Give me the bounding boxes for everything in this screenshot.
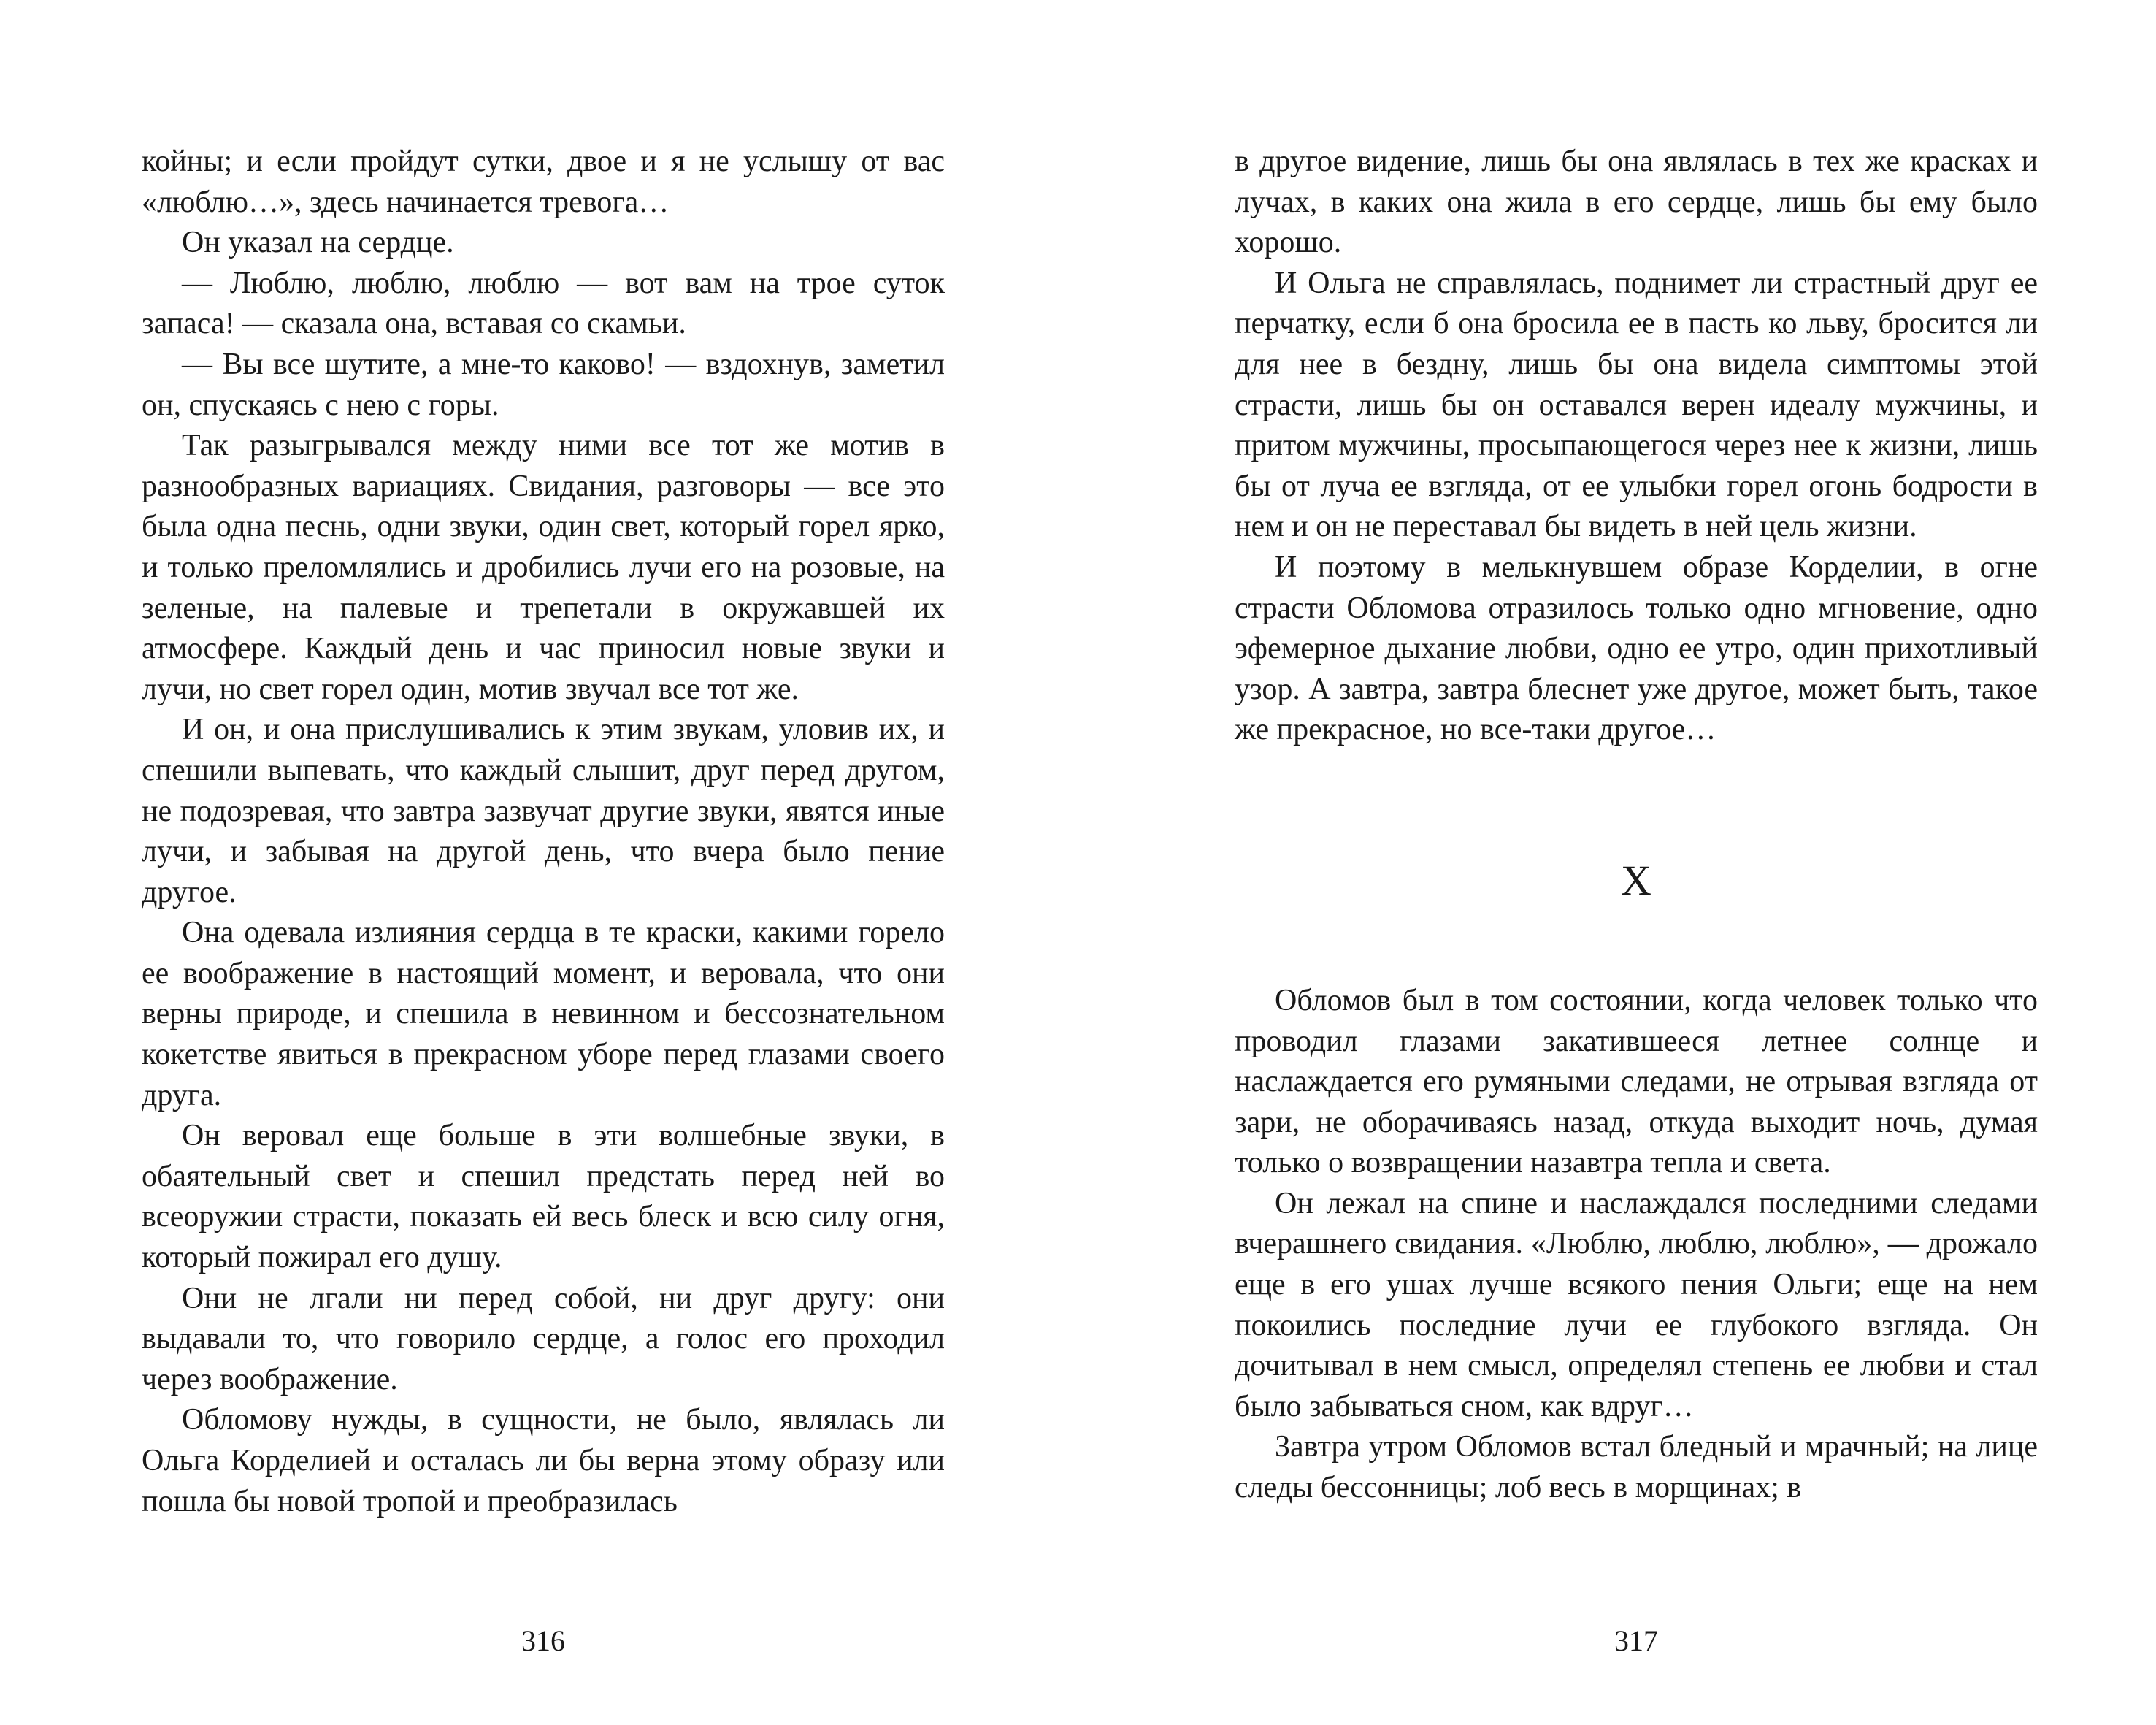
paragraph: И поэтому в мелькнувшем образе Корделии, в огне страсти Обломова отразилось только одно мгновение, одно эфемерное дыхание любви, одно ее утро, один прихотливый узор. А завтра, завтра блеснет уже другое, может быть, такое же прекрасное, но все-таки другое… <box>1235 550 2038 747</box>
paragraph: Он веровал еще больше в эти волшебные звуки, в обаятельный свет и спешил предстать перед ней во всеоружии страсти, показать ей весь блеск и всю силу огня, который пожирал его душу. <box>142 1119 945 1275</box>
paragraph: Завтра утром Обломов встал бледный и мрачный; на лице следы бессонницы; лоб весь в морщинах; в <box>1235 1430 2038 1505</box>
paragraph: Она одевала излияния сердца в те краски, какими горело ее воображение в настоящий момент, и веровала, что они верны природе, и спешила в невинном и бессознательном кокетстве явиться в прекрасном уборе перед глазами своего друга. <box>142 916 945 1112</box>
left-page-text <box>142 142 945 1522</box>
right-page-text <box>1235 142 2038 1509</box>
chapter-heading: X <box>1621 856 1651 904</box>
page-number: 316 <box>521 1624 565 1657</box>
paragraph: Обломов был в том состоянии, когда человек только что проводил глазами закатившееся летнее солнце и наслаждается его румяными следами, не отрывая взгляда от зари, не оборачиваясь назад, откуда выходит ночь, думая только о возвращении назавтра тепла и света. <box>1235 983 2038 1180</box>
paragraph: Он указал на сердце. <box>182 226 454 260</box>
paragraph: И он, и она прислушивались к этим звукам, уловив их, и спешили выпевать, что каждый слышит, друг перед другом, не подозревая, что завтра зазвучат другие звуки, явятся иные лучи, и забывая на другой день, что вчера было пение другое. <box>142 713 945 909</box>
paragraph: в другое видение, лишь бы она являлась в тех же красках и лучах, в каких она жила в его сердце, лишь бы ему было хорошо. <box>1235 145 2038 260</box>
paragraph: Так разыгрывался между ними все тот же мотив в разнообразных вариациях. Свидания, разговоры — все это была одна песнь, одни звуки, один свет, который горел ярко, и только преломлялись и дробились лучи его на розовые, на зеленые, на палевые и трепетали в окружавшей их атмосфере. Каждый день и час приносил новые звуки и лучи, но свет горел один, мотив звучал все тот же. <box>142 429 945 706</box>
paragraph: Они не лгали ни перед собой, ни друг другу: они выдавали то, что говорило сердце, а голос его проходил через воображение. <box>142 1281 945 1396</box>
paragraph: койны; и если пройдут сутки, двое и я не услышу от вас «люблю…», здесь начинается тревога… <box>142 145 945 219</box>
paragraph: — Вы все шутите, а мне-то каково! — вздохнув, заметил он, спускаясь с нею с горы. <box>142 347 945 422</box>
page-number: 317 <box>1614 1624 1658 1657</box>
paragraph: И Ольга не справлялась, поднимет ли страстный друг ее перчатку, если б она бросила ее в пасть ко льву, бросится ли для нее в бездну, лишь бы она видела симптомы этой страсти, лишь бы он оставался верен идеалу мужчины, и притом мужчины, просыпающегося через нее к жизни, лишь бы от луча ее взгляда, от ее улыбки горел огонь бодрости в нем и он не переставал бы видеть в ней цель жизни. <box>1235 266 2038 544</box>
paragraph: Обломову нужды, в сущности, не было, являлась ли Ольга Корделией и осталась ли бы верна этому образу или пошла бы новой тропой и преобразилась <box>142 1403 945 1518</box>
right-page <box>1078 0 2156 1725</box>
paragraph: Он лежал на спине и наслаждался последними следами вчерашнего свидания. «Люблю, люблю, люблю», — дрожало еще в его ушах лучше всякого пения Ольги; еще на нем покоились последние лучи ее глубокого взгляда. Он дочитывал в нем смысл, определял степень ее любви и стал было забываться сном, как вдруг… <box>1235 1186 2038 1423</box>
paragraph: — Люблю, люблю, люблю — вот вам на трое суток запаса! — сказала она, вставая со скамьи. <box>142 266 945 341</box>
